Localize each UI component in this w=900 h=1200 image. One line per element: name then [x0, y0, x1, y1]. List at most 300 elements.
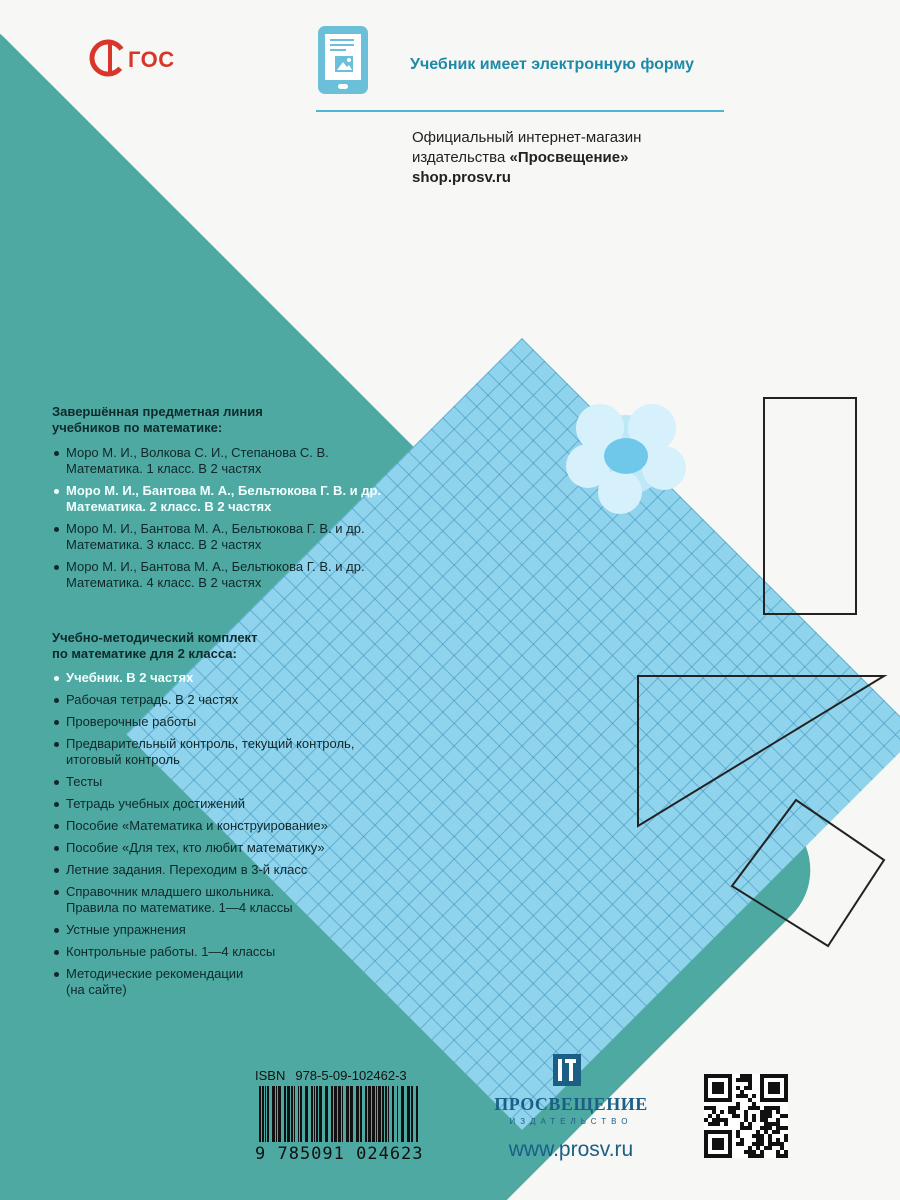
cloud-icon — [566, 404, 686, 514]
qr-data-cell — [744, 1078, 748, 1082]
shop-line-2 — [412, 148, 641, 168]
header-divider — [316, 110, 724, 112]
qr-finder-cell — [776, 1098, 780, 1102]
qr-data-cell — [764, 1110, 768, 1114]
qr-finder-cell — [716, 1082, 720, 1086]
qr-finder-cell — [704, 1130, 708, 1134]
publisher-emblem-icon — [553, 1054, 581, 1086]
kit-section-heading — [52, 630, 257, 662]
qr-data-cell — [740, 1138, 744, 1142]
kit-list-item: Летние задания. Переходим в 3-й класс — [52, 862, 472, 878]
isbn-prefix: ISBN — [255, 1068, 286, 1083]
qr-data-cell — [780, 1126, 784, 1130]
rectangle-figure — [764, 398, 856, 614]
qr-finder-cell — [716, 1146, 720, 1150]
publisher-subtitle: ИЗДАТЕЛЬСТВО — [509, 1117, 633, 1126]
barcode-bar — [316, 1086, 318, 1142]
qr-finder-cell — [784, 1082, 788, 1086]
qr-finder-cell — [724, 1098, 728, 1102]
barcode-bar — [325, 1086, 328, 1142]
qr-finder-cell — [772, 1090, 776, 1094]
barcode-bar — [300, 1086, 302, 1142]
qr-data-cell — [760, 1118, 764, 1122]
qr-finder-cell — [784, 1074, 788, 1078]
qr-finder-cell — [728, 1074, 732, 1078]
qr-data-cell — [776, 1106, 780, 1110]
qr-data-cell — [744, 1150, 748, 1154]
qr-finder-cell — [704, 1146, 708, 1150]
barcode-bar — [291, 1086, 293, 1142]
qr-finder-cell — [728, 1130, 732, 1134]
qr-data-cell — [768, 1114, 772, 1118]
qr-finder-cell — [768, 1090, 772, 1094]
qr-data-cell — [712, 1122, 716, 1126]
qr-finder-cell — [728, 1154, 732, 1158]
kit-list-item: Пособие «Для тех, кто любит математику» — [52, 840, 472, 856]
qr-data-cell — [716, 1114, 720, 1118]
line-list-item: Моро М. И., Бантова М. А., Бельтюкова Г. В. и др. Математика. 3 класс. В 2 частях — [52, 521, 472, 553]
qr-finder-cell — [704, 1082, 708, 1086]
barcode-bar — [376, 1086, 377, 1142]
qr-finder-cell — [704, 1098, 708, 1102]
qr-data-cell — [736, 1086, 740, 1090]
qr-data-cell — [744, 1118, 748, 1122]
qr-data-cell — [776, 1122, 780, 1126]
qr-finder-cell — [772, 1074, 776, 1078]
qr-data-cell — [708, 1114, 712, 1118]
barcode-bar — [265, 1086, 266, 1142]
barcode-bar — [416, 1086, 418, 1142]
qr-finder-cell — [708, 1098, 712, 1102]
qr-data-cell — [740, 1074, 744, 1078]
qr-data-cell — [776, 1110, 780, 1114]
qr-data-cell — [708, 1122, 712, 1126]
qr-data-cell — [776, 1150, 780, 1154]
qr-data-cell — [732, 1106, 736, 1110]
qr-finder-cell — [768, 1086, 772, 1090]
shop-url[interactable]: shop.prosv.ru — [412, 169, 511, 186]
fgos-logo — [88, 38, 178, 84]
tablet-home-button — [338, 84, 348, 89]
kit-list-item: Тесты — [52, 774, 472, 790]
qr-data-cell — [764, 1106, 768, 1110]
qr-data-cell — [768, 1106, 772, 1110]
qr-data-cell — [736, 1130, 740, 1134]
qr-finder-cell — [768, 1082, 772, 1086]
qr-data-cell — [784, 1134, 788, 1138]
qr-data-cell — [768, 1146, 772, 1150]
qr-finder-cell — [720, 1142, 724, 1146]
qr-finder-cell — [724, 1074, 728, 1078]
barcode-bar — [259, 1086, 261, 1142]
qr-finder-cell — [720, 1086, 724, 1090]
fgos-logo-icon — [88, 38, 128, 78]
kit-heading-2: по математике для 2 класса: — [52, 646, 237, 661]
qr-finder-cell — [720, 1130, 724, 1134]
qr-data-cell — [760, 1126, 764, 1130]
qr-data-cell — [752, 1150, 756, 1154]
qr-data-cell — [748, 1122, 752, 1126]
barcode-bar — [411, 1086, 413, 1142]
qr-finder-cell — [784, 1094, 788, 1098]
triangle-figure — [638, 676, 884, 826]
qr-finder-cell — [708, 1154, 712, 1158]
barcode-bar — [278, 1086, 281, 1142]
barcode-bar — [401, 1086, 404, 1142]
qr-data-cell — [768, 1142, 772, 1146]
barcode-bar — [365, 1086, 367, 1142]
tablet-screen — [325, 34, 361, 80]
qr-data-cell — [720, 1118, 724, 1122]
qr-data-cell — [768, 1122, 772, 1126]
barcode-bar — [334, 1086, 337, 1142]
square-figure — [732, 800, 884, 946]
kit-heading-1: Учебно-методический комплект — [52, 630, 258, 645]
qr-data-cell — [736, 1114, 740, 1118]
qr-data-cell — [744, 1126, 748, 1130]
electronic-form-notice: Учебник имеет электронную форму — [410, 56, 694, 73]
qr-data-cell — [736, 1134, 740, 1138]
barcode-bar — [388, 1086, 389, 1142]
barcode-bar — [298, 1086, 299, 1142]
qr-data-cell — [772, 1142, 776, 1146]
qr-finder-cell — [708, 1130, 712, 1134]
barcode-bar — [338, 1086, 341, 1142]
qr-finder-cell — [776, 1086, 780, 1090]
line-list-item: Моро М. И., Бантова М. А., Бельтюкова Г. В. и др. Математика. 4 класс. В 2 частях — [52, 559, 472, 591]
qr-finder-cell — [728, 1094, 732, 1098]
qr-finder-cell — [704, 1142, 708, 1146]
qr-data-cell — [736, 1142, 740, 1146]
qr-data-cell — [772, 1130, 776, 1134]
qr-code-icon[interactable] — [704, 1074, 788, 1158]
line-section-heading — [52, 404, 263, 436]
barcode-bar — [284, 1086, 286, 1142]
qr-finder-cell — [764, 1098, 768, 1102]
kit-list-item: Справочник младшего школьника. Правила по математике. 1—4 классы — [52, 884, 472, 916]
qr-data-cell — [752, 1142, 756, 1146]
barcode-bar — [311, 1086, 313, 1142]
qr-data-cell — [768, 1138, 772, 1142]
qr-finder-cell — [716, 1098, 720, 1102]
qr-finder-cell — [728, 1150, 732, 1154]
qr-finder-cell — [704, 1134, 708, 1138]
qr-data-cell — [724, 1122, 728, 1126]
barcode-bar — [360, 1086, 362, 1142]
qr-data-cell — [736, 1102, 740, 1106]
qr-finder-cell — [780, 1098, 784, 1102]
barcode-bar — [356, 1086, 359, 1142]
qr-finder-cell — [720, 1074, 724, 1078]
qr-finder-cell — [716, 1074, 720, 1078]
qr-data-cell — [764, 1146, 768, 1150]
line-list-item: Моро М. И., Волкова С. И., Степанова С. В. Математика. 1 класс. В 2 частях — [52, 445, 472, 477]
qr-finder-cell — [704, 1090, 708, 1094]
qr-data-cell — [760, 1134, 764, 1138]
qr-data-cell — [744, 1114, 748, 1118]
publisher-logo — [486, 1054, 656, 1174]
qr-data-cell — [768, 1110, 772, 1114]
qr-data-cell — [772, 1122, 776, 1126]
qr-data-cell — [764, 1126, 768, 1130]
qr-finder-cell — [704, 1154, 708, 1158]
qr-data-cell — [752, 1094, 756, 1098]
qr-finder-cell — [716, 1086, 720, 1090]
barcode-bar — [331, 1086, 333, 1142]
barcode-bar — [407, 1086, 410, 1142]
isbn-label — [255, 1068, 417, 1083]
qr-finder-cell — [704, 1074, 708, 1078]
qr-data-cell — [776, 1154, 780, 1158]
qr-data-cell — [748, 1150, 752, 1154]
qr-data-cell — [776, 1142, 780, 1146]
qr-data-cell — [752, 1118, 756, 1122]
qr-data-cell — [760, 1154, 764, 1158]
barcode-bar — [272, 1086, 275, 1142]
qr-data-cell — [740, 1126, 744, 1130]
qr-data-cell — [704, 1106, 708, 1110]
qr-finder-cell — [728, 1078, 732, 1082]
barcode-bar — [294, 1086, 295, 1142]
qr-finder-cell — [704, 1150, 708, 1154]
qr-data-cell — [756, 1142, 760, 1146]
kit-list-item: Пособие «Математика и конструирование» — [52, 818, 472, 834]
qr-finder-cell — [704, 1094, 708, 1098]
qr-data-cell — [748, 1082, 752, 1086]
qr-data-cell — [760, 1114, 764, 1118]
qr-finder-cell — [760, 1078, 764, 1082]
qr-finder-cell — [720, 1098, 724, 1102]
qr-data-cell — [740, 1090, 744, 1094]
shop-line-2-prefix: издательства — [412, 149, 510, 166]
barcode-bar — [392, 1086, 394, 1142]
qr-finder-cell — [776, 1082, 780, 1086]
qr-data-cell — [708, 1106, 712, 1110]
qr-finder-cell — [784, 1086, 788, 1090]
qr-data-cell — [736, 1078, 740, 1082]
kit-list-item: Рабочая тетрадь. В 2 частях — [52, 692, 472, 708]
qr-finder-cell — [712, 1090, 716, 1094]
qr-data-cell — [760, 1110, 764, 1114]
qr-finder-cell — [784, 1090, 788, 1094]
shop-line-1: Официальный интернет-магазин — [412, 129, 642, 146]
qr-finder-cell — [784, 1078, 788, 1082]
qr-data-cell — [720, 1110, 724, 1114]
kit-list-item: Тетрадь учебных достижений — [52, 796, 472, 812]
qr-finder-cell — [716, 1090, 720, 1094]
qr-finder-cell — [780, 1074, 784, 1078]
qr-data-cell — [728, 1106, 732, 1110]
qr-data-cell — [764, 1130, 768, 1134]
qr-data-cell — [716, 1122, 720, 1126]
qr-data-cell — [752, 1106, 756, 1110]
qr-data-cell — [764, 1114, 768, 1118]
qr-finder-cell — [712, 1146, 716, 1150]
line-heading-1: Завершённая предметная линия — [52, 404, 263, 419]
qr-data-cell — [756, 1138, 760, 1142]
qr-finder-cell — [772, 1086, 776, 1090]
qr-data-cell — [740, 1078, 744, 1082]
publisher-name-quote: «Просвещение» — [509, 149, 629, 166]
qr-data-cell — [716, 1118, 720, 1122]
qr-data-cell — [748, 1078, 752, 1082]
qr-finder-cell — [728, 1082, 732, 1086]
qr-finder-cell — [712, 1142, 716, 1146]
qr-finder-cell — [712, 1098, 716, 1102]
qr-data-cell — [740, 1122, 744, 1126]
qr-finder-cell — [712, 1086, 716, 1090]
barcode-bar — [305, 1086, 308, 1142]
publisher-name: ПРОСВЕЩЕНИЕ — [494, 1094, 648, 1114]
qr-data-cell — [744, 1110, 748, 1114]
qr-finder-cell — [716, 1130, 720, 1134]
qr-data-cell — [712, 1110, 716, 1114]
kit-list-item: Предварительный контроль, текущий контроль, итоговый контроль — [52, 736, 472, 768]
qr-data-cell — [748, 1126, 752, 1130]
qr-finder-cell — [728, 1086, 732, 1090]
qr-finder-cell — [768, 1074, 772, 1078]
qr-data-cell — [712, 1106, 716, 1110]
qr-data-cell — [780, 1146, 784, 1150]
qr-data-cell — [724, 1118, 728, 1122]
qr-data-cell — [764, 1122, 768, 1126]
qr-data-cell — [732, 1110, 736, 1114]
isbn-number: 978-5-09-102462-3 — [295, 1068, 407, 1083]
qr-data-cell — [740, 1094, 744, 1098]
qr-finder-cell — [720, 1146, 724, 1150]
qr-data-cell — [784, 1138, 788, 1142]
qr-data-cell — [736, 1094, 740, 1098]
line-heading-2: учебников по математике: — [52, 420, 223, 435]
qr-data-cell — [756, 1106, 760, 1110]
qr-finder-cell — [708, 1074, 712, 1078]
qr-finder-cell — [716, 1154, 720, 1158]
qr-finder-cell — [772, 1082, 776, 1086]
qr-data-cell — [780, 1114, 784, 1118]
qr-finder-cell — [760, 1094, 764, 1098]
tablet-icon — [318, 26, 368, 94]
qr-data-cell — [768, 1126, 772, 1130]
qr-finder-cell — [712, 1074, 716, 1078]
qr-data-cell — [784, 1126, 788, 1130]
qr-data-cell — [744, 1086, 748, 1090]
barcode-bar — [276, 1086, 277, 1142]
qr-data-cell — [752, 1102, 756, 1106]
barcode-bar — [346, 1086, 349, 1142]
barcode-bar — [267, 1086, 269, 1142]
barcode-bar — [287, 1086, 290, 1142]
qr-data-cell — [748, 1154, 752, 1158]
qr-data-cell — [756, 1154, 760, 1158]
qr-finder-cell — [716, 1138, 720, 1142]
qr-finder-cell — [712, 1082, 716, 1086]
qr-data-cell — [768, 1134, 772, 1138]
qr-data-cell — [760, 1138, 764, 1142]
qr-data-cell — [752, 1154, 756, 1158]
qr-data-cell — [748, 1074, 752, 1078]
qr-finder-cell — [720, 1154, 724, 1158]
qr-finder-cell — [728, 1138, 732, 1142]
qr-finder-cell — [728, 1142, 732, 1146]
qr-finder-cell — [720, 1138, 724, 1142]
qr-finder-cell — [772, 1098, 776, 1102]
barcode-bar — [350, 1086, 353, 1142]
qr-data-cell — [760, 1150, 764, 1154]
isbn-block — [255, 1068, 424, 1164]
barcode-bar — [262, 1086, 264, 1142]
qr-data-cell — [776, 1138, 780, 1142]
kit-list-item: Учебник. В 2 частях — [52, 670, 472, 686]
qr-finder-cell — [776, 1074, 780, 1078]
qr-data-cell — [712, 1118, 716, 1122]
barcode-bar — [319, 1086, 322, 1142]
qr-data-cell — [728, 1110, 732, 1114]
qr-data-cell — [748, 1106, 752, 1110]
barcode-bar — [378, 1086, 381, 1142]
qr-data-cell — [776, 1118, 780, 1122]
qr-finder-cell — [716, 1142, 720, 1146]
shop-info — [412, 128, 641, 188]
publisher-url[interactable]: www.prosv.ru — [508, 1138, 634, 1161]
qr-data-cell — [752, 1134, 756, 1138]
qr-data-cell — [784, 1150, 788, 1154]
qr-finder-cell — [728, 1090, 732, 1094]
line-section-list — [52, 445, 472, 597]
qr-finder-cell — [720, 1082, 724, 1086]
qr-data-cell — [732, 1114, 736, 1118]
document-image-icon — [325, 34, 361, 80]
kit-list-item: Устные упражнения — [52, 922, 472, 938]
qr-data-cell — [756, 1134, 760, 1138]
qr-finder-cell — [760, 1090, 764, 1094]
qr-finder-cell — [760, 1086, 764, 1090]
barcode-bar — [382, 1086, 384, 1142]
qr-finder-cell — [704, 1086, 708, 1090]
qr-finder-cell — [776, 1090, 780, 1094]
fgos-logo-text: ГОС — [128, 47, 175, 72]
qr-finder-cell — [728, 1098, 732, 1102]
qr-data-cell — [752, 1114, 756, 1118]
barcode-bar — [368, 1086, 371, 1142]
barcode-bar — [314, 1086, 315, 1142]
qr-data-cell — [764, 1118, 768, 1122]
qr-data-cell — [756, 1146, 760, 1150]
qr-finder-cell — [764, 1074, 768, 1078]
qr-finder-cell — [728, 1146, 732, 1150]
barcode-bar — [342, 1086, 343, 1142]
qr-finder-cell — [728, 1134, 732, 1138]
kit-list-item: Проверочные работы — [52, 714, 472, 730]
barcode-bar — [397, 1086, 398, 1142]
qr-finder-cell — [784, 1098, 788, 1102]
qr-data-cell — [780, 1142, 784, 1146]
qr-data-cell — [744, 1074, 748, 1078]
barcode-icon — [255, 1086, 423, 1142]
barcode-digits: 9 785091 024623 — [255, 1144, 424, 1164]
qr-finder-cell — [760, 1074, 764, 1078]
qr-data-cell — [760, 1142, 764, 1146]
kit-list-item: Методические рекомендации (на сайте) — [52, 966, 472, 998]
qr-finder-cell — [724, 1130, 728, 1134]
kit-section-list — [52, 670, 472, 1004]
qr-data-cell — [784, 1154, 788, 1158]
qr-data-cell — [748, 1098, 752, 1102]
qr-data-cell — [740, 1142, 744, 1146]
kit-list-item: Контрольные работы. 1—4 классы — [52, 944, 472, 960]
qr-finder-cell — [760, 1082, 764, 1086]
qr-finder-cell — [704, 1078, 708, 1082]
qr-data-cell — [744, 1094, 748, 1098]
